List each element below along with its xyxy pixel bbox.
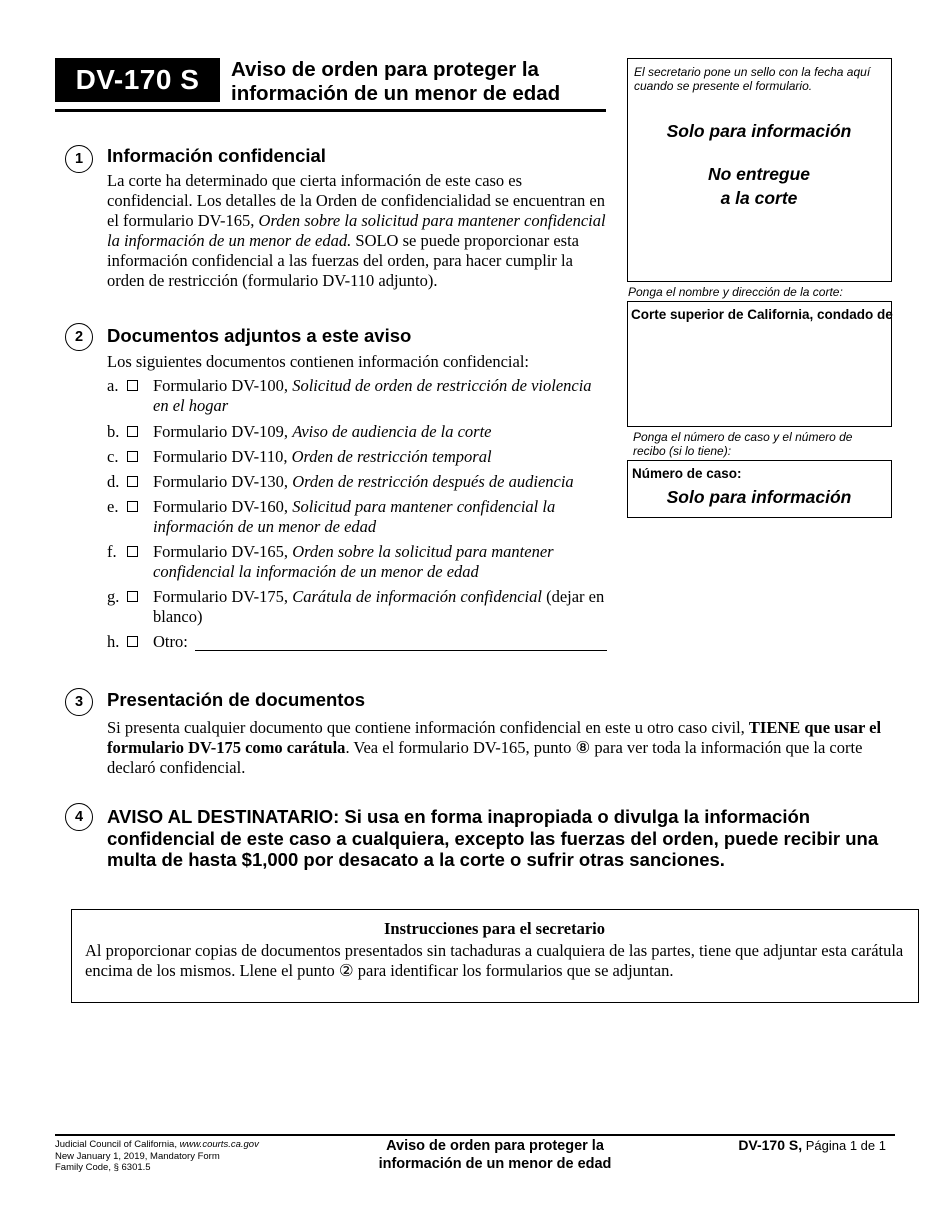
header-divider [55, 109, 606, 112]
court-name-box[interactable] [627, 301, 892, 427]
item-text [153, 497, 608, 537]
item-text [153, 542, 608, 582]
item-form-name: Solicitud para mantener confidencial la información de un menor de edad [153, 497, 556, 536]
item-text [153, 422, 608, 442]
document-checkbox-h[interactable] [127, 636, 138, 647]
case-only-info-label: Solo para información [666, 487, 852, 507]
section-3-number: 3 [65, 688, 93, 716]
document-checkbox-c[interactable] [127, 451, 138, 462]
do-not-file-line2: a la corte [720, 188, 798, 208]
document-checkbox-d[interactable] [127, 476, 138, 487]
item-form: Formulario DV-175, [153, 587, 293, 606]
other-document-input-line[interactable] [195, 650, 607, 651]
section-1-text-b: SOLO se puede proporcionar esta información confidencial a las fuerzas del orden, para hacer cumplir la orden de restricción (formulario DV-110 adjunto). [107, 231, 579, 290]
clerk-stamp-box [627, 58, 892, 282]
section-1-text-a: La corte ha determinado que cierta información de este caso es confidencial. Los detalles de la Orden de confidencialidad se encuentran en el formulario DV-165, [107, 171, 605, 230]
section-3-body [107, 718, 897, 778]
section-1-title: Información confidencial [107, 145, 326, 166]
footer-form-id: DV-170 S, [738, 1137, 803, 1153]
section-4-number: 4 [65, 803, 93, 831]
clerk-stamp-note: El secretario pone un sello con la fecha aquí cuando se presente el formulario. [634, 65, 871, 93]
do-not-file-line1: No entregue [707, 164, 811, 184]
clerk-instructions-title: Instrucciones para el secretario [383, 919, 606, 938]
document-checkbox-g[interactable] [127, 591, 138, 602]
section-3-text-bold: TIENE que usar el formulario DV-175 como carátula [107, 718, 882, 757]
court-name: Corte superior de California, condado de [631, 307, 893, 322]
form-title [231, 58, 606, 106]
item-letter: g. [107, 587, 120, 606]
section-1-text-italic: Orden sobre la solicitud para mantener confidencial la información de un menor de edad. [107, 211, 606, 250]
footer-code: Family Code, § 6301.5 [55, 1162, 151, 1173]
item-form: Formulario DV-160, [153, 497, 293, 516]
footer-website: www.courts.ca.gov [179, 1139, 259, 1150]
footer-divider [55, 1134, 895, 1136]
item-suffix: (dejar en blanco) [153, 587, 605, 626]
item-form: Formulario DV-100, [153, 376, 293, 395]
item-letter: f. [107, 542, 117, 561]
item-text [153, 447, 608, 467]
item-letter: e. [107, 497, 119, 516]
item-form-name: Orden sobre la solicitud para mantener confidencial la información de un menor de edad [153, 542, 554, 581]
form-title-line1: Aviso de orden para proteger la [231, 58, 539, 81]
item-letter: c. [107, 447, 119, 466]
item-form: Formulario DV-130, [153, 472, 293, 491]
section-3-text-b: . Vea el formulario DV-165, punto ⑧ para ver toda la información que la corte declaró confidencial. [107, 738, 863, 777]
section-2-number: 2 [65, 323, 93, 351]
only-info-label: Solo para información [666, 121, 852, 141]
footer-revised: New January 1, 2019, Mandatory Form [55, 1150, 220, 1162]
footer-info [55, 1139, 315, 1174]
item-letter: b. [107, 422, 120, 441]
document-checkbox-b[interactable] [127, 426, 138, 437]
item-form: Formulario DV-110, [153, 447, 292, 466]
footer-council [55, 1139, 315, 1151]
item-form-name: Solicitud de orden de restricción de violencia en el hogar [153, 376, 592, 415]
item-letter: h. [107, 632, 120, 651]
item-text [153, 587, 608, 627]
form-id-badge: DV-170 S [55, 58, 220, 102]
case-number-instructions: Ponga el número de caso y el número de recibo (si lo tiene): [633, 430, 853, 458]
footer-page-number: Página 1 de 1 [802, 1138, 886, 1153]
court-label: Ponga el nombre y dirección de la corte: [628, 285, 843, 299]
document-checkbox-e[interactable] [127, 501, 138, 512]
item-form: Otro: [153, 632, 188, 651]
footer-page [690, 1137, 886, 1153]
footer-title [330, 1137, 660, 1173]
footer-title-line1: Aviso de orden para proteger la [386, 1138, 604, 1154]
item-letter: a. [107, 376, 119, 395]
footer-title-line2: información de un menor de edad [378, 1156, 612, 1172]
document-checkbox-f[interactable] [127, 546, 138, 557]
section-3-text-a: Si presenta cualquier documento que contiene información confidencial en este u otro caso civil, [107, 718, 749, 737]
item-form-name: Carátula de información confidencial [292, 587, 542, 606]
item-text [153, 376, 608, 416]
item-text [153, 632, 608, 652]
item-form: Formulario DV-109, [153, 422, 293, 441]
case-number-box[interactable] [627, 460, 892, 518]
item-form: Formulario DV-165, [153, 542, 293, 561]
item-form-name: Aviso de audiencia de la corte [292, 422, 492, 441]
item-letter: d. [107, 472, 120, 491]
document-checkbox-a[interactable] [127, 380, 138, 391]
section-1-body [107, 171, 607, 291]
item-form-name: Orden de restricción temporal [291, 447, 492, 466]
section-2-intro: Los siguientes documentos contienen información confidencial: [107, 352, 530, 371]
item-form-name: Orden de restricción después de audiencia [292, 472, 574, 491]
footer-council-name: Judicial Council of California, [55, 1139, 180, 1150]
form-title-line2: información de un menor de edad [231, 82, 561, 105]
clerk-instructions-box [71, 909, 919, 1003]
section-4-warning: AVISO AL DESTINATARIO: Si usa en forma inapropiada o divulga la información confidencial de este caso a cualquiera, excepto las fuerzas del orden, puede recibir una multa de hasta $1,000 por desacato a la corte o sufrir otras sanciones. [107, 806, 879, 870]
item-text [153, 472, 608, 492]
section-3-title: Presentación de documentos [107, 689, 366, 710]
clerk-instructions-body: Al proporcionar copias de documentos presentados sin tachaduras a cualquiera de las partes, tiene que adjuntar esta carátula encima de los mismos. Llene el punto ② para identificar los formularios que se adjuntan. [85, 941, 904, 980]
section-2-title: Documentos adjuntos a este aviso [107, 325, 412, 346]
section-1-number: 1 [65, 145, 93, 173]
case-number-label: Número de caso: [632, 466, 742, 481]
